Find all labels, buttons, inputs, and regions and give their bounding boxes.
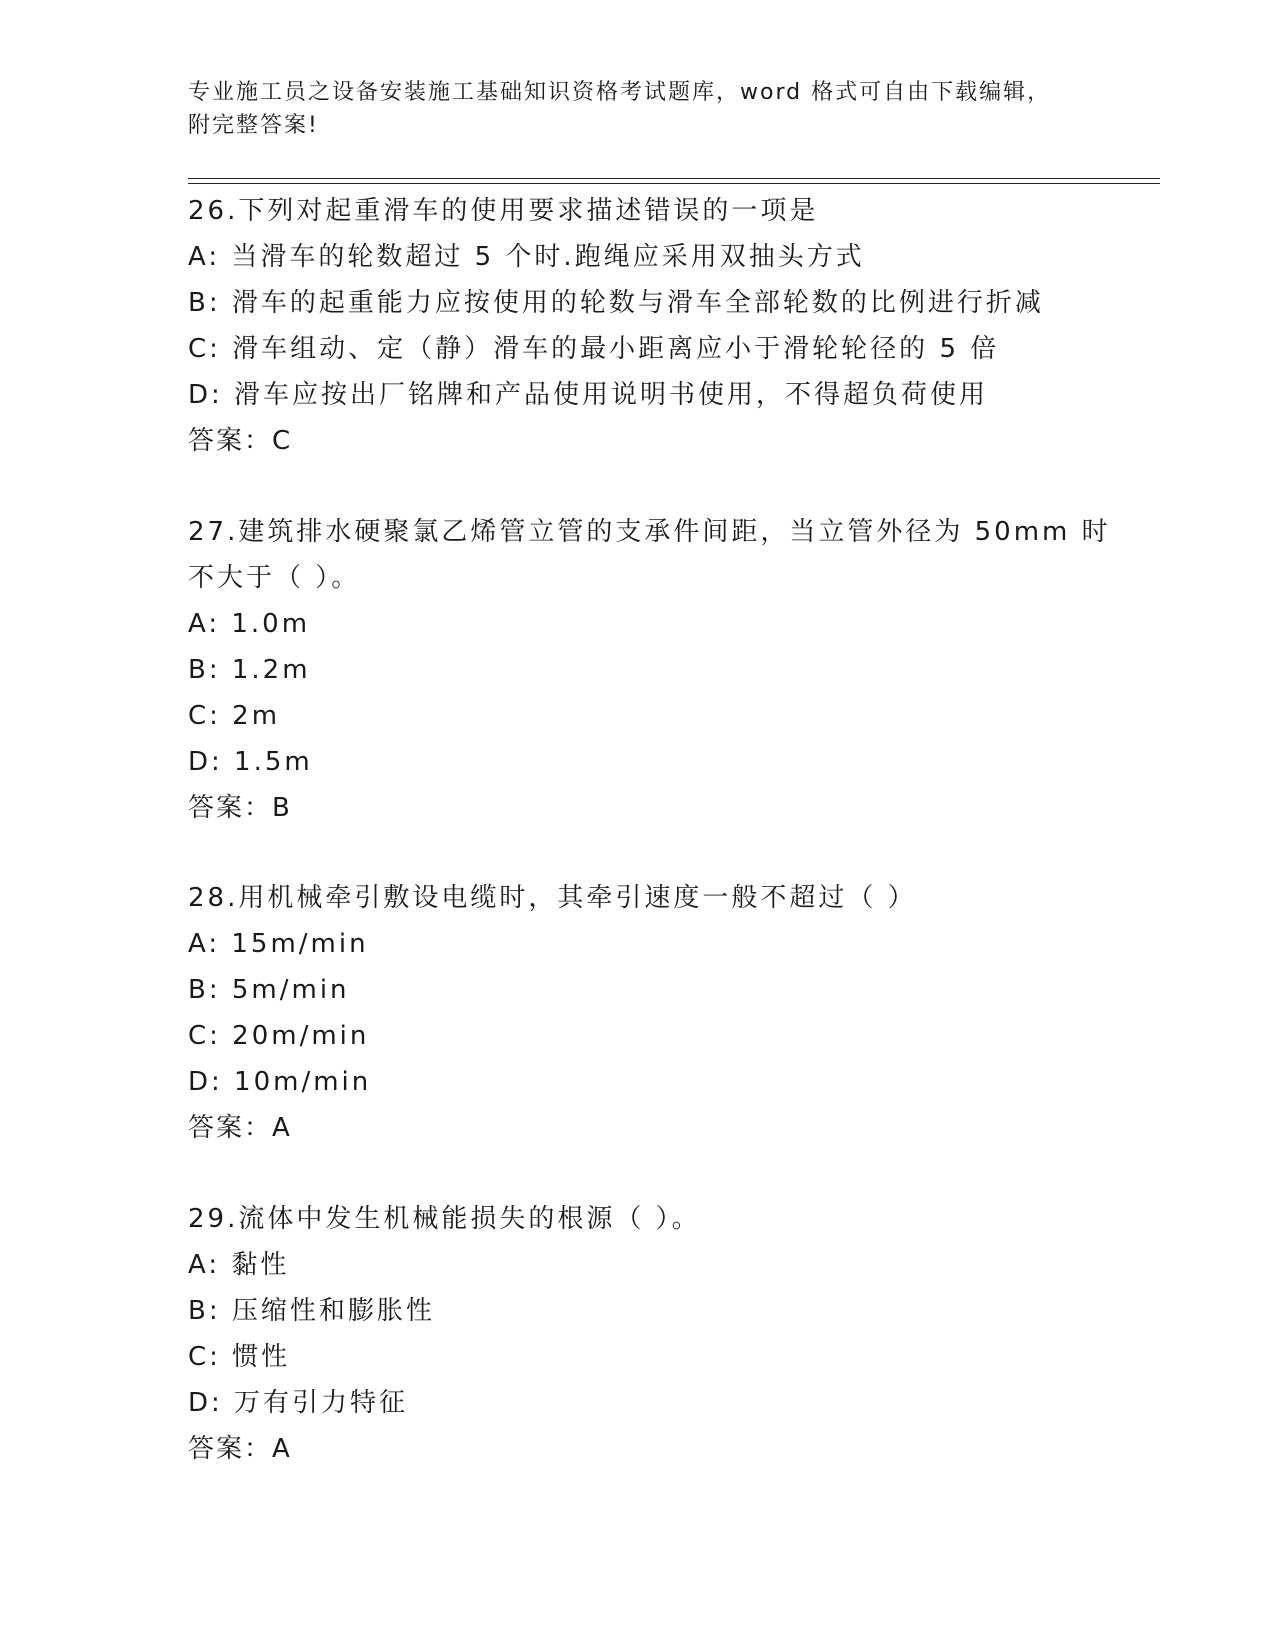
header-divider-bottom [188,183,1160,184]
option-d: D: 滑车应按出厂铭牌和产品使用说明书使用，不得超负荷使用 [188,380,989,410]
header-line-1: 专业施工员之设备安装施工基础知识资格考试题库，word 格式可自由下载编辑， [188,80,1052,105]
option-d: D: 1.5m [188,747,313,777]
header-line-2: 附完整答案! [188,113,319,138]
option-c: C: 20m/min [188,1021,370,1051]
answer-line: 答案：A [188,1113,292,1143]
header-divider-top [188,178,1160,179]
option-b: B: 5m/min [188,975,350,1005]
option-c: C: 惯性 [188,1342,291,1372]
option-a: A: 15m/min [188,929,369,959]
option-b: B: 滑车的起重能力应按使用的轮数与滑车全部轮数的比例进行折减 [188,288,1044,318]
question-28 [188,875,1088,1151]
question-stem: 28.用机械牵引敷设电缆时，其牵引速度一般不超过（ ） [188,883,917,913]
question-29 [188,1196,1088,1472]
answer-line: 答案：C [188,426,293,456]
question-26 [188,188,1088,464]
option-c: C: 2m [188,701,281,731]
question-stem: 26.下列对起重滑车的使用要求描述错误的一项是 [188,196,819,226]
option-a: A: 当滑车的轮数超过 5 个时.跑绳应采用双抽头方式 [188,242,865,272]
document-header [188,76,1088,142]
question-stem: 29.流体中发生机械能损失的根源（ ）。 [188,1204,701,1234]
option-d: D: 万有引力特征 [188,1388,409,1418]
answer-line: 答案：A [188,1434,292,1464]
option-b: B: 1.2m [188,655,311,685]
question-27 [188,509,1111,831]
option-a: A: 黏性 [188,1250,290,1280]
answer-line: 答案：B [188,793,292,823]
option-a: A: 1.0m [188,609,311,639]
option-c: C: 滑车组动、定（静）滑车的最小距离应小于滑轮轮径的 5 倍 [188,334,1000,364]
question-stem-continued: 不大于（ ）。 [188,563,361,593]
option-b: B: 压缩性和膨胀性 [188,1296,435,1326]
question-stem: 27.建筑排水硬聚氯乙烯管立管的支承件间距，当立管外径为 50mm 时 [188,517,1111,547]
option-d: D: 10m/min [188,1067,372,1097]
